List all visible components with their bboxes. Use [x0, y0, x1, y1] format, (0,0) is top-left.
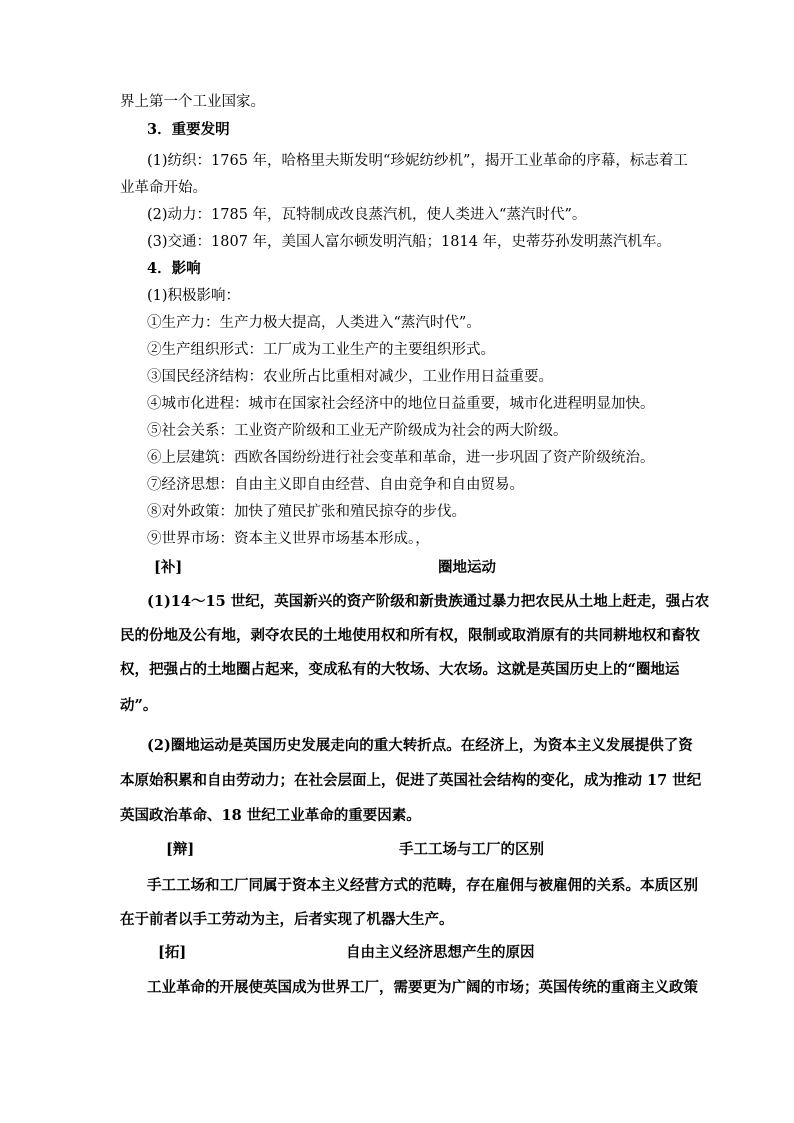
- text-line: 本原始积累和自由劳动力；在社会层面上，促进了英国社会结构的变化，成为推动 17 世纪: [120, 772, 702, 789]
- text-line: 工业革命的开展使英国成为世界工厂，需要更为广阔的市场；英国传统的重商主义政策: [147, 979, 698, 996]
- supplement-tag: [辩]: [166, 841, 195, 858]
- supplement-title: 手工工场与工厂的区别: [399, 841, 544, 858]
- text-line: ④城市化进程：城市在国家社会经济中的地位日益重要，城市化进程明显加快。: [147, 396, 655, 412]
- text-line: (3)交通：1807 年，美国人富尔顿发明汽船；1814 年，史蒂芬孙发明蒸汽机车。: [147, 234, 672, 250]
- text-line: (1)纺织：1765 年，哈格里夫斯发明“珍妮纺纱机”，揭开工业革命的序幕，标志着工: [147, 153, 688, 169]
- text-line: (2)动力：1785 年，瓦特制成改良蒸汽机，使人类进入“蒸汽时代”。: [147, 207, 587, 223]
- text-line: (1)积极影响：: [147, 288, 241, 304]
- section-heading: 4．影响: [147, 260, 201, 277]
- text-line: 界上第一个工业国家。: [120, 94, 265, 110]
- text-line: 英国政治革命、18 世纪工业革命的重要因素。: [120, 807, 421, 824]
- text-line: ⑥上层建筑：西欧各国纷纷进行社会变革和革命，进一步巩固了资产阶级统治。: [147, 450, 655, 466]
- text-line: ②生产组织形式：工厂成为工业生产的主要组织形式。: [147, 342, 495, 358]
- text-line: ⑤社会关系：工业资产阶级和工业无产阶级成为社会的两大阶级。: [147, 423, 568, 439]
- supplement-heading: [120, 840, 676, 860]
- text-line: ⑦经济思想：自由主义即自由经营、自由竞争和自由贸易。: [147, 477, 524, 493]
- text-line: 民的份地及公有地，剥夺农民的土地使用权和所有权，限制或取消原有的共同耕地权和畜牧: [120, 627, 700, 644]
- text-line: (1)14～15 世纪，英国新兴的资产阶级和新贵族通过暴力把农民从土地上赶走，强占农: [147, 593, 710, 610]
- text-line: 手工工场和工厂同属于资本主义经营方式的范畴，存在雇佣与被雇佣的关系。本质区别: [147, 877, 698, 894]
- supplement-tag: [补]: [154, 559, 183, 576]
- text-line: 动”。: [120, 697, 158, 714]
- section-heading: 3．重要发明: [147, 121, 230, 138]
- supplement-title: 圈地运动: [438, 559, 496, 576]
- text-line: (2)圈地运动是英国历史发展走向的重大转折点。在经济上，为资本主义发展提供了资: [147, 737, 693, 754]
- text-line: ⑧对外政策：加快了殖民扩张和殖民掠夺的步伐。: [147, 504, 466, 520]
- text-line: ⑨世界市场：资本主义世界市场基本形成。，: [147, 531, 430, 547]
- text-line: 在于前者以手工劳动为主，后者实现了机器大生产。: [120, 911, 454, 928]
- supplement-title: 自由主义经济思想产生的原因: [346, 944, 535, 961]
- text-line: ①生产力：生产力极大提高，人类进入“蒸汽时代”。: [147, 315, 481, 331]
- supplement-heading: [120, 558, 676, 578]
- text-line: 业革命开始。: [120, 180, 207, 196]
- supplement-heading: [120, 943, 676, 963]
- text-line: 权，把强占的土地圈占起来，变成私有的大牧场、大农场。这就是英国历史上的“圈地运: [120, 661, 680, 678]
- supplement-tag: [拓]: [158, 944, 187, 961]
- text-line: ③国民经济结构：农业所占比重相对减少，工业作用日益重要。: [147, 369, 553, 385]
